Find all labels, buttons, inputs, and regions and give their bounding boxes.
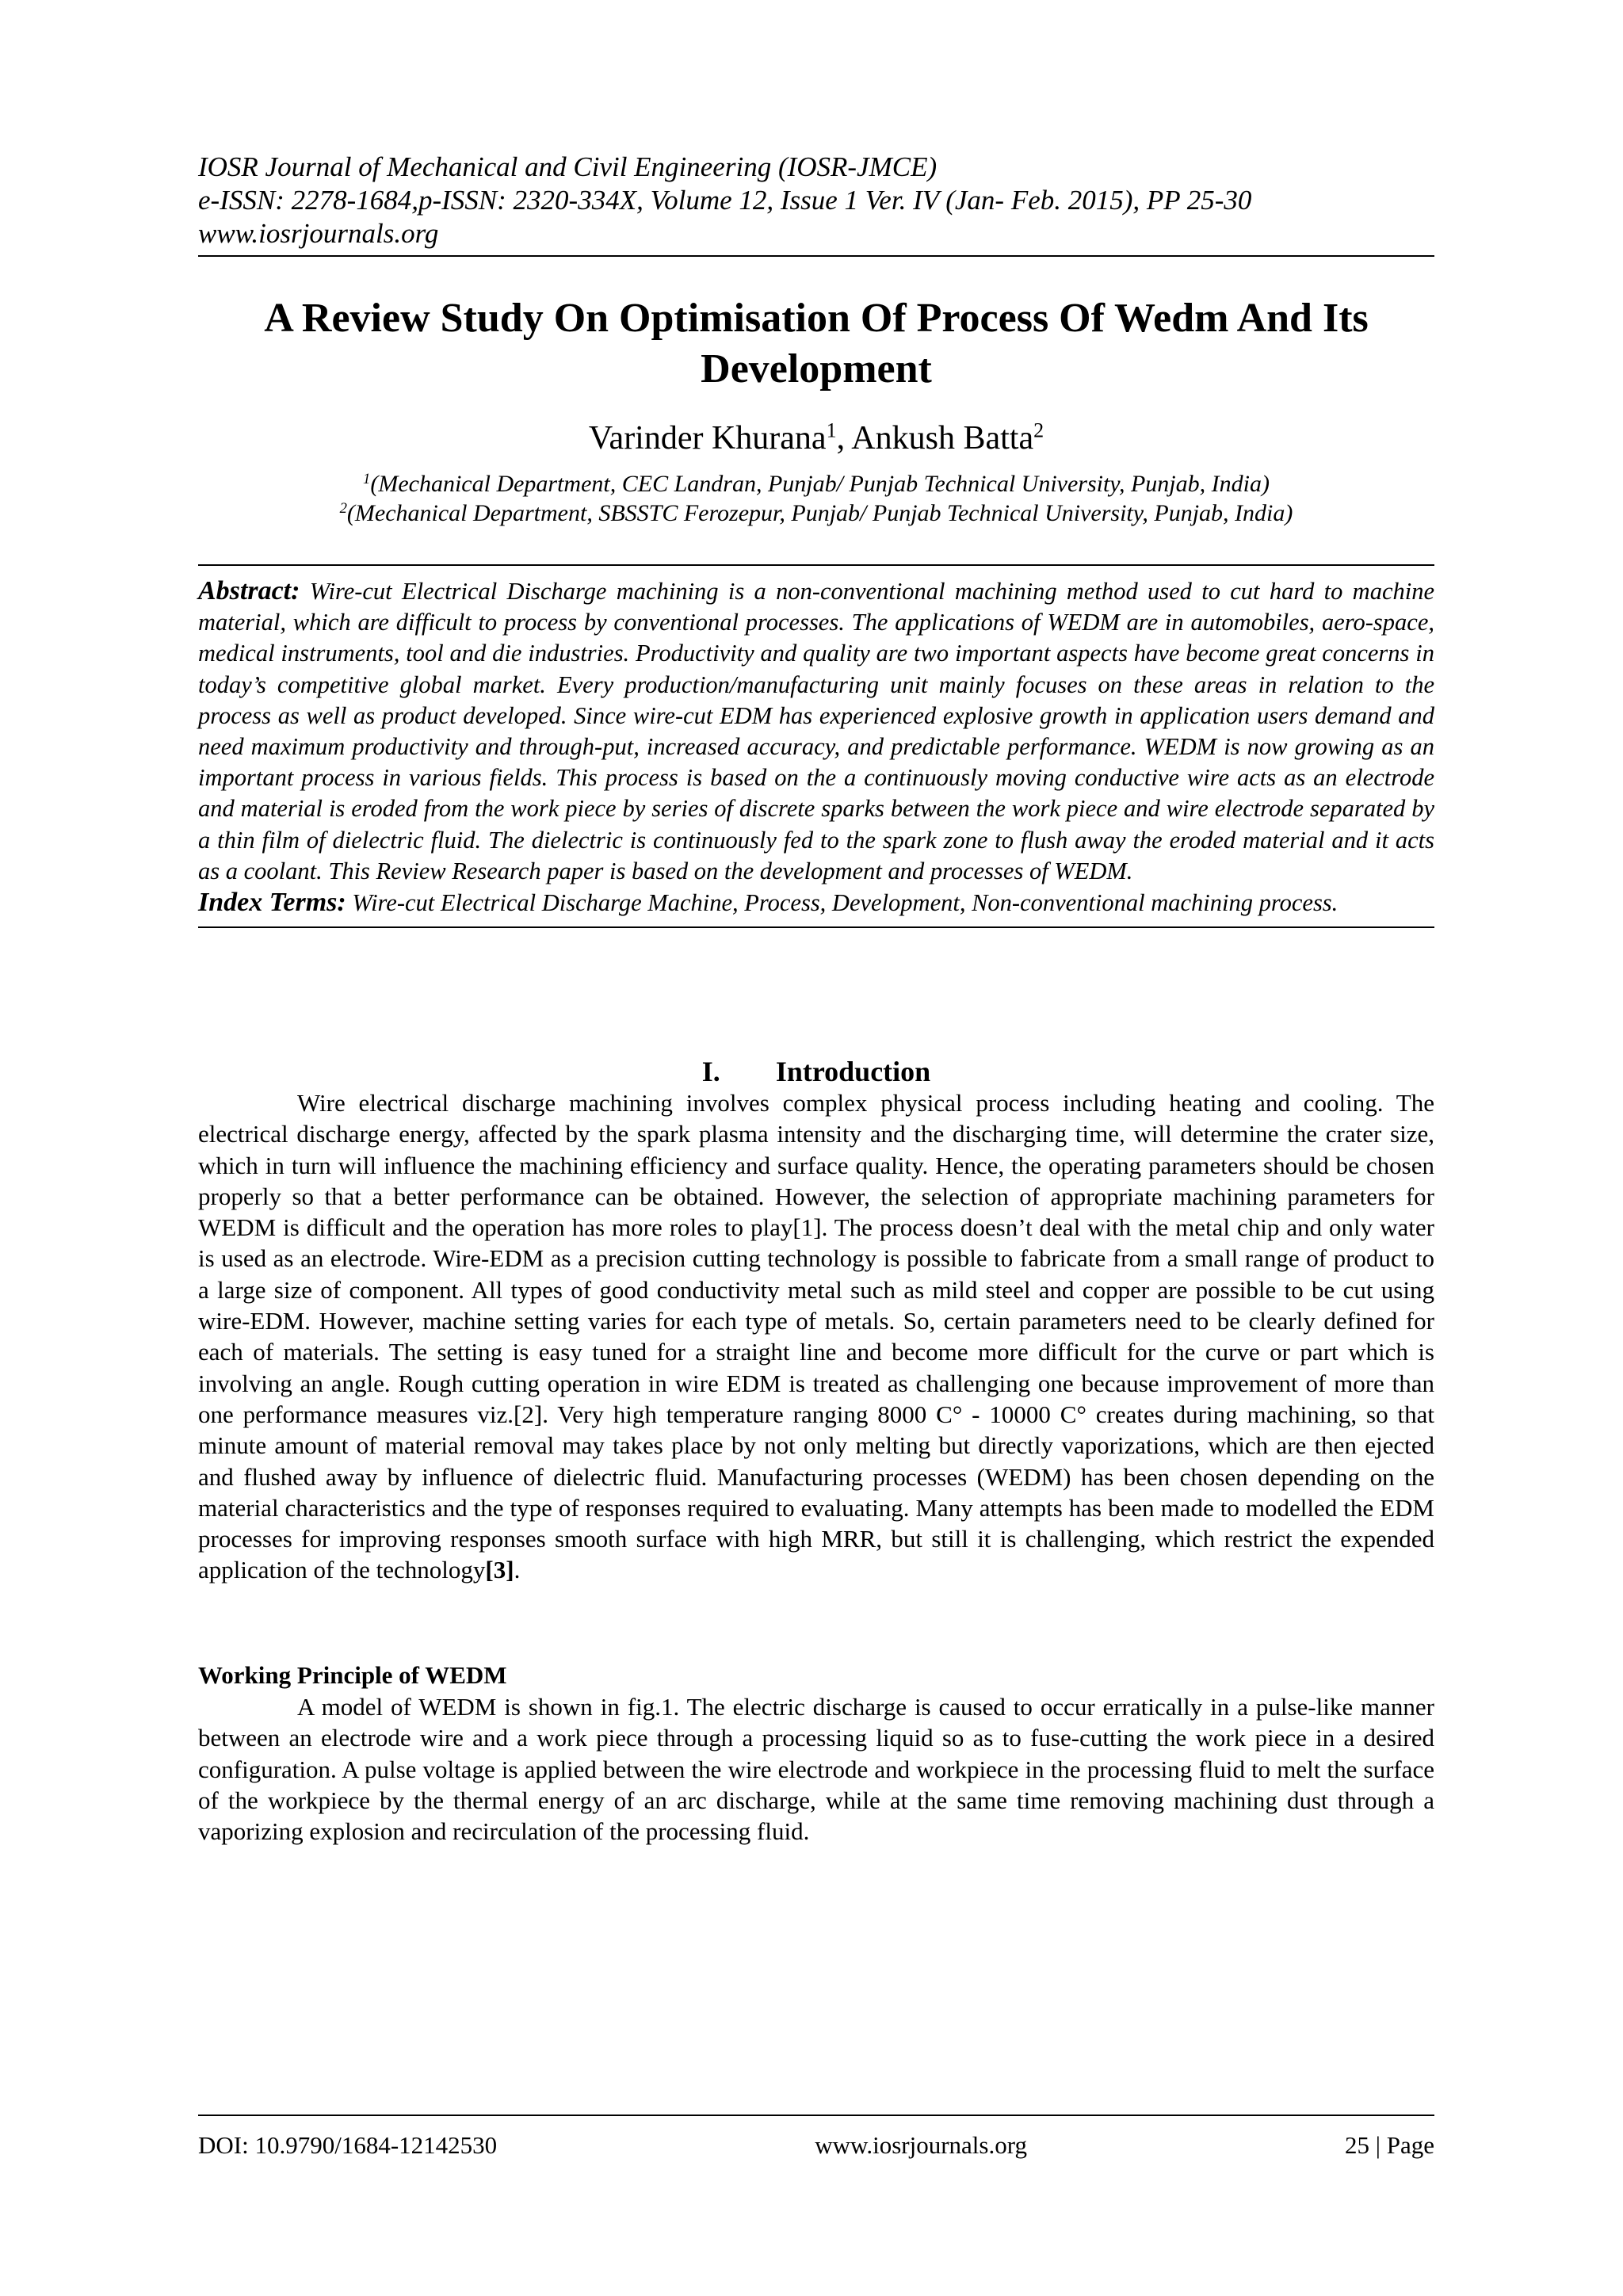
- citation: [3]: [485, 1556, 514, 1584]
- footer-website: www.iosrjournals.org: [815, 2131, 1027, 2159]
- working-principle-paragraph: A model of WEDM is shown in fig.1. The electric discharge is caused to occur erratically in a pulse-like manner between an electrode wire and a work piece through a processing liquid so as to fuse-cutting the work piece in a desired configuration. A pulse voltage is applied between the wire electrode and workpiece in the processing fluid to melt the surface of the workpiece by the thermal energy of an arc discharge, while at the same time removing machining dust through a vaporizing explosion and recirculation of the processing fluid.: [198, 1693, 1434, 1846]
- section-title: Introduction: [775, 1056, 931, 1087]
- footer-doi: DOI: 10.9790/1684-12142530: [198, 2131, 498, 2159]
- journal-header: [198, 151, 1434, 257]
- author-name: Ankush Batta: [851, 420, 1034, 457]
- abstract-paragraph: [198, 575, 1434, 887]
- author-list: Varinder Khurana$^1$, Ankush Batta$^2$: [588, 418, 1044, 457]
- page-footer: [198, 2115, 1434, 2160]
- paper-title: A Review Study On Optimisation Of Process Of Wedm And Its Development: [264, 296, 1369, 392]
- journal-name: IOSR Journal of Mechanical and Civil Engineering (IOSR-JMCE): [198, 151, 938, 182]
- introduction-body: [198, 1087, 1434, 1586]
- author-name: Varinder Khurana: [588, 420, 827, 457]
- abstract-text: Wire-cut Electrical Discharge machining is a non-conventional machining method used to cut hard to machine material, which are difficult to process by conventional processes. The applications of WEDM are in automobiles, aero-space, medical instruments, tool and die industries. Productivity and quality are two important aspects have become great concerns in today’s competitive global market. Every production/manufacturing unit mainly focuses on these areas in relation to the process as well as product developed. Since wire-cut EDM has experienced explosive growth in application users demand and need maximum productivity and through-put, increased accuracy, and predictable performance. WEDM is now growing as an important process in various fields. This process is based on the a continuously moving conductive wire acts as an electrode and material is eroded from the work piece by series of discrete sparks between the work piece and wire electrode separated by a thin film of dielectric fluid. The dielectric is continuously fed to the spark zone to flush away the eroded material and it acts as a coolant. This Review Research paper is based on the development and processes of WEDM.: [198, 578, 1434, 884]
- footer-page-number: 25 | Page: [1345, 2131, 1434, 2159]
- affiliation-2: $^2$(Mechanical Department, SBSSTC Ferozepur, Punjab/ Punjab Technical University, Punjab, India): [339, 499, 1293, 526]
- introduction-paragraph: Wire electrical discharge machining involves complex physical process including heating and cooling. The electrical discharge energy, affected by the spark plasma intensity and the discharging time, will determine the crater size, which in turn will influence the machining efficiency and surface quality. Hence, the operating parameters should be chosen properly so that a better performance can be obtained. However, the selection of appropriate machining parameters for WEDM is difficult and the operation has more roles to play[1]. The process doesn’t deal with the metal chip and only water is used as an electrode. Wire-EDM as a precision cutting technology is possible to fabricate from a small range of product to a large size of component. All types of good conductivity metal such as mild steel and copper are possible to be cut using wire-EDM. However, machine setting varies for each type of metals. So, certain parameters need to be clearly defined for each of materials. The setting is easy tuned for a straight line and become more difficult for the curve or part which is involving an angle. Rough cutting operation in wire EDM is treated as challenging one because improvement of more than one performance measures viz.[2]. Very high temperature ranging 8000 C° - 10000 C° creates during machining, so that minute amount of material removal may takes place by not only melting but directly vaporizations, which are then ejected and flushed away by influence of dielectric fluid. Manufacturing processes (WEDM) has been chosen depending on the material characteristics and the type of responses required to evaluating. Many attempts has been made to modelled the EDM processes for improving responses smooth surface with high MRR, but still it is challenging, which restrict the expended application of the technology[3].: [198, 1089, 1434, 1584]
- index-terms-text: Wire-cut Electrical Discharge Machine, Process, Development, Non-conventional machining process.: [352, 889, 1338, 917]
- subsection-heading: Working Principle of WEDM: [198, 1661, 507, 1689]
- affiliation-1: $^1$(Mechanical Department, CEC Landran, Punjab/ Punjab Technical University, Punjab, India): [363, 470, 1270, 497]
- section-heading-introduction: [198, 1054, 1434, 1089]
- journal-website: www.iosrjournals.org: [198, 218, 439, 249]
- author-affiliation-mark: 2: [1033, 418, 1044, 442]
- index-terms-label: Index Terms: [198, 888, 338, 918]
- section-number: I.: [701, 1056, 720, 1087]
- author-affiliation-mark: 1: [826, 418, 837, 442]
- issn-line: e-ISSN: 2278-1684,p-ISSN: 2320-334X, Volume 12, Issue 1 Ver. IV (Jan- Feb. 2015), PP 25-30: [198, 185, 1252, 216]
- abstract-block: [198, 564, 1434, 928]
- index-terms: Index Terms: Wire-cut Electrical Discharge Machine, Process, Development, Non-conventional machining process.: [198, 888, 1338, 918]
- abstract-label: Abstract:: [198, 576, 300, 606]
- working-principle-body: [198, 1691, 1434, 1847]
